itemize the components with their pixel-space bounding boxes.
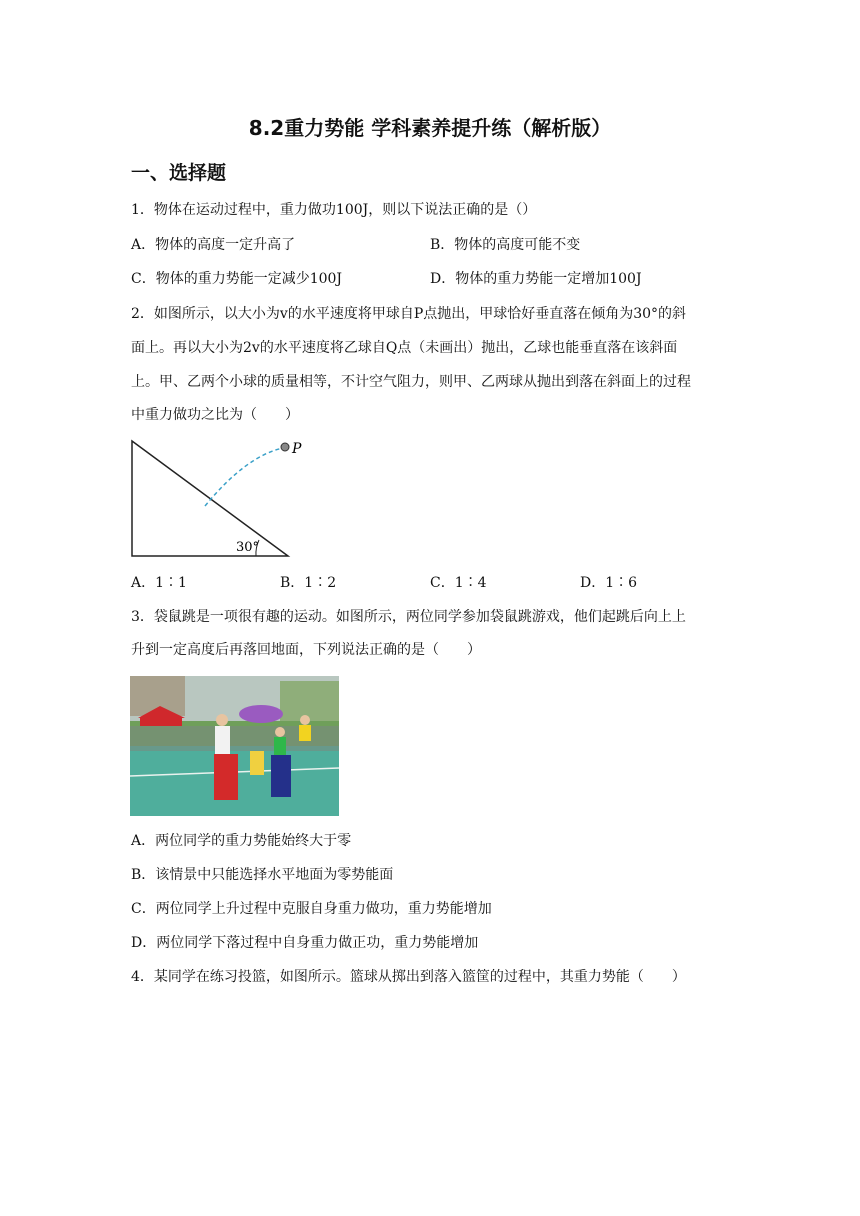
trajectory-path (205, 448, 283, 506)
q3-option-a[interactable]: A．两位同学的重力势能始终大于零 (131, 833, 352, 849)
q3-option-d[interactable]: D．两位同学下落过程中自身重力做正功，重力势能增加 (131, 935, 479, 951)
incline-figure (128, 436, 318, 561)
incline-triangle (132, 441, 288, 556)
q3-option-c[interactable]: C．两位同学上升过程中克服自身重力做功，重力势能增加 (131, 901, 492, 917)
q3-option-b[interactable]: B．该情景中只能选择水平地面为零势能面 (131, 867, 394, 883)
q2-option-a[interactable]: A．1∶1 (131, 575, 187, 591)
section-heading: 一、选择题 (131, 162, 227, 184)
point-p-label: P (292, 441, 302, 457)
ball-p (281, 443, 289, 451)
q2-stem-line: 2．如图所示，以大小为v的水平速度将甲球自P点抛出，甲球恰好垂直落在倾角为30°的斜 (131, 306, 687, 322)
q1-option-a[interactable]: A．物体的高度一定升高了 (131, 237, 296, 253)
q4-stem: 4．某同学在练习投篮，如图所示。篮球从掷出到落入篮筐的过程中，其重力势能（ ） (131, 969, 686, 985)
sack-race-photo (130, 676, 339, 816)
q2-stem-line: 面上。再以大小为2v的水平速度将乙球自Q点（未画出）抛出，乙球也能垂直落在该斜面 (131, 340, 678, 356)
q2-stem-line: 上。甲、乙两个小球的质量相等，不计空气阻力，则甲、乙两球从抛出到落在斜面上的过程 (131, 374, 691, 390)
q1-option-d[interactable]: D．物体的重力势能一定增加100J (430, 271, 642, 287)
angle-label: 30° (236, 540, 260, 555)
q3-stem-line: 3．袋鼠跳是一项很有趣的运动。如图所示，两位同学参加袋鼠跳游戏，他们起跳后向上上 (131, 609, 686, 625)
q1-option-c[interactable]: C．物体的重力势能一定减少100J (131, 271, 343, 287)
q2-option-b[interactable]: B．1∶2 (280, 575, 337, 591)
q2-option-d[interactable]: D．1∶6 (580, 575, 638, 591)
page-title: 8.2重力势能 学科素养提升练（解析版） (248, 116, 612, 140)
q1-option-b[interactable]: B．物体的高度可能不变 (430, 237, 581, 253)
q3-stem-line: 升到一定高度后再落回地面，下列说法正确的是（ ） (131, 642, 481, 658)
q1-stem: 1．物体在运动过程中，重力做功100J，则以下说法正确的是（） (131, 202, 537, 218)
q2-option-c[interactable]: C．1∶4 (430, 575, 487, 591)
q2-stem-line: 中重力做功之比为（ ） (131, 407, 299, 423)
